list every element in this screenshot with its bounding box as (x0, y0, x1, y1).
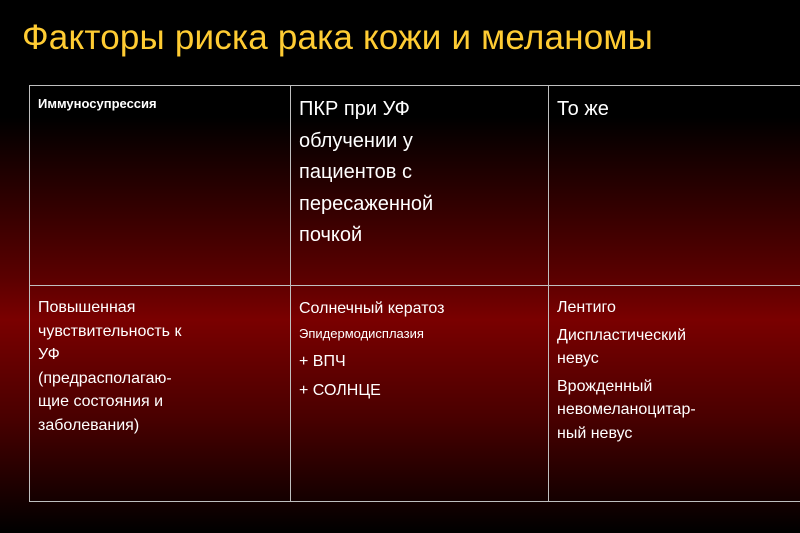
cell-line: Врожденный (557, 377, 653, 395)
cell-line: Солнечный кератоз (299, 300, 445, 317)
cell-line: чувствительность к (38, 322, 182, 340)
cell-line: пациентов с (299, 161, 412, 183)
melanoma-text: То же (557, 98, 609, 120)
cell-line: ный невус (557, 424, 633, 442)
cell-line: (предрасполагаю- (38, 369, 172, 387)
factor-cell (30, 86, 291, 286)
cell-line: УФ (38, 346, 60, 363)
cell-line: + ВПЧ (299, 353, 346, 370)
melanoma-cell (549, 286, 800, 502)
cell-line: Повышенная (38, 299, 136, 316)
slide-title: Факторы риска рака кожи и меланомы (22, 18, 654, 57)
cell-line: невомеланоцитар- (557, 401, 696, 418)
cell-line: щие состояния и (38, 393, 164, 410)
factor-text: Иммуносупрессия (38, 96, 157, 111)
cell-line: заболевания) (38, 416, 140, 434)
cell-line: Лентиго (557, 299, 616, 316)
cell-line: облучении у (299, 129, 413, 152)
cell-line: невус (557, 350, 599, 367)
cell-line: пересаженной (299, 192, 434, 215)
risk-factors-table (29, 85, 800, 502)
cell-line: почкой (299, 224, 363, 246)
cell-line: ПКР при УФ (299, 98, 410, 120)
table-row (30, 86, 800, 286)
melanoma-cell (549, 86, 800, 286)
cell-line: Эпидермодисплазия (299, 326, 424, 341)
cancer-cell (291, 286, 549, 502)
factor-cell (30, 286, 291, 502)
cancer-cell (291, 86, 549, 286)
table-row (30, 286, 800, 502)
cell-line: + СОЛНЦЕ (299, 382, 381, 399)
cell-line: Диспластический (557, 326, 687, 344)
